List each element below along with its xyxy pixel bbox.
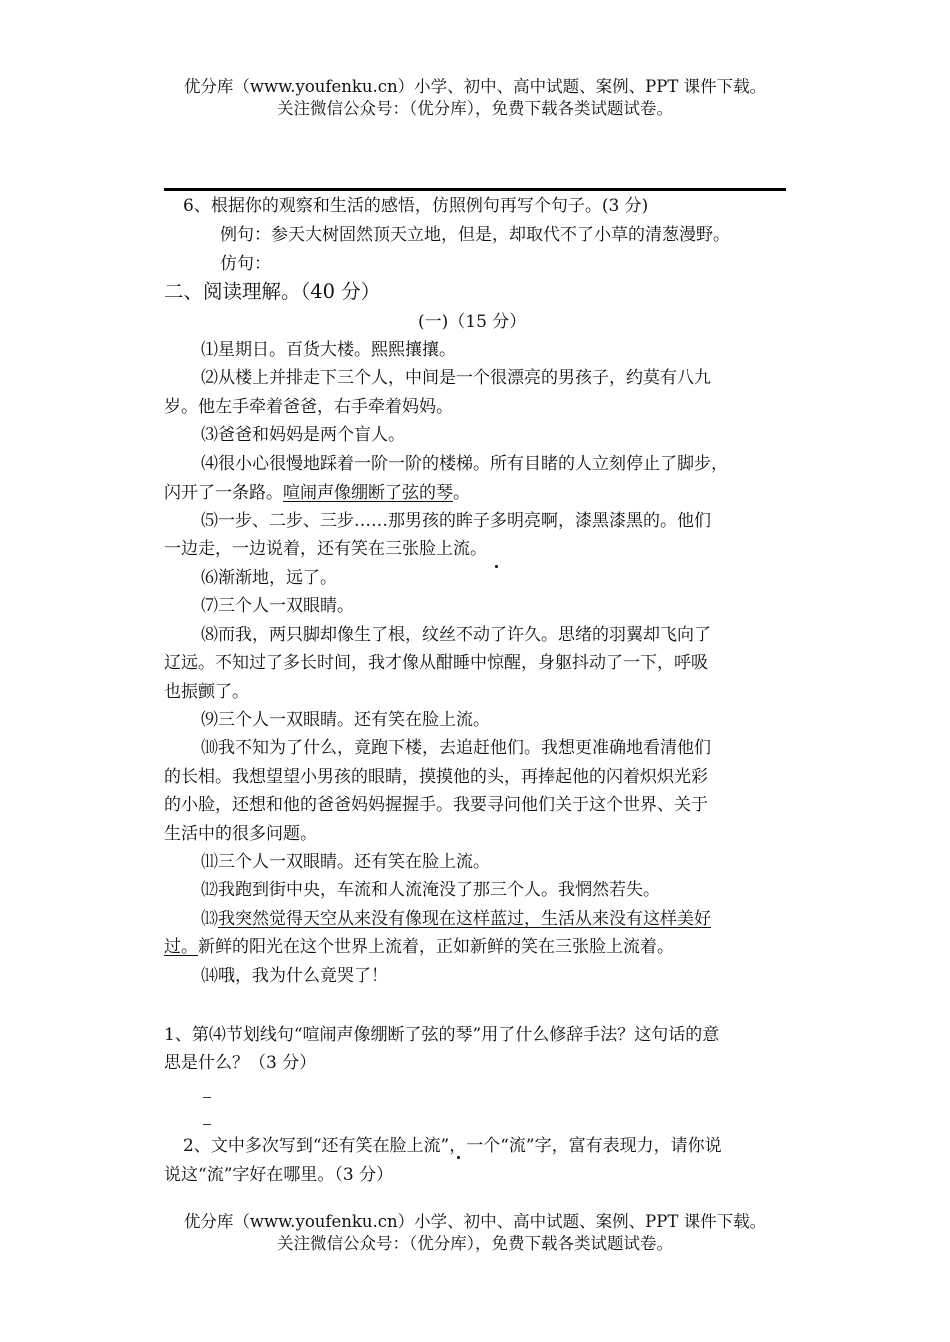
question-1-line-1: 1、第⑷节划线句“喧闹声像绷断了弦的琴”用了什么修辞手法？这句话的意 [164, 1025, 720, 1045]
underlined-sentence-4: 喧闹声像绷断了弦的琴 [283, 483, 453, 503]
footer-line-2: 关注微信公众号：（优分库），免费下载各类试题试卷。 [277, 1234, 673, 1253]
header-line-1: 优分库（www.youfenku.cn）小学、初中、高中试题、案例、PPT 课件下载。 [183, 77, 767, 96]
paragraph-6: ⑹渐渐地，远了。 [201, 568, 337, 588]
question-6-imitate: 仿句： [220, 254, 271, 274]
paragraph-10-line-3: 的小脸，还想和他的爸爸妈妈握握手。我要寻问他们关于这个世界、关于 [164, 795, 708, 815]
paragraph-7: ⑺三个人一双眼睛。 [201, 596, 354, 616]
answer-blank[interactable] [203, 1097, 211, 1098]
question-6-example: 例句：参天大树固然顶天立地，但是，却取代不了小草的清葱漫野。 [220, 225, 730, 245]
paragraph-4-line-2 [164, 481, 470, 505]
paragraph-10-line-1: ⑽我不知为了什么，竟跑下楼，去追赶他们。我想更准确地看清他们 [201, 738, 711, 758]
paragraph-13-line-1 [201, 907, 711, 931]
paragraph-8-line-2: 辽远。不知过了多长时间，我才像从酣睡中惊醒，身躯抖动了一下，呼吸 [164, 653, 708, 673]
paragraph-10-line-2: 的长相。我想望望小男孩的眼睛，摸摸他的头，再捧起他的闪着炽炽光彩 [164, 767, 708, 787]
paragraph-8-line-3: 也振颤了。 [164, 682, 249, 702]
paragraph-13-number: ⒀ [201, 909, 218, 929]
paragraph-3: ⑶爸爸和妈妈是两个盲人。 [201, 425, 405, 445]
paragraph-9: ⑼三个人一双眼睛。还有笑在脸上流。 [201, 710, 490, 730]
header-line-2: 关注微信公众号：（优分库），免费下载各类试题试卷。 [277, 99, 673, 118]
paragraph-13-line-2 [164, 935, 674, 959]
question-2-line-2: 说这“流”字好在哪里。（3 分） [164, 1165, 394, 1185]
header-divider [164, 188, 786, 191]
underlined-sentence-13: 我突然觉得天空从来没有像现在这样蓝过，生活从来没有这样美好 [218, 909, 711, 929]
paragraph-11: ⑾三个人一双眼睛。还有笑在脸上流。 [201, 852, 490, 872]
paragraph-2-line-2: 岁。他左手牵着爸爸，右手牵着妈妈。 [164, 397, 453, 417]
underlined-sentence-13-end: 过。 [164, 937, 198, 957]
answer-blank[interactable] [203, 1124, 211, 1125]
emphasis-dot [457, 1156, 460, 1159]
paragraph-4-text: 闪开了一条路。 [164, 483, 283, 503]
paragraph-14: ⒁哦，我为什么竟哭了！ [201, 966, 388, 986]
emphasis-dot [495, 565, 498, 568]
paragraph-10-line-4: 生活中的很多问题。 [164, 824, 317, 844]
section-2-title: 二、阅读理解。（40 分） [164, 280, 381, 303]
question-2-line-1: 2、文中多次写到“还有笑在脸上流”，一个“流”字，富有表现力，请你说 [183, 1136, 722, 1156]
paragraph-4-end: 。 [453, 483, 470, 503]
paragraph-12: ⑿我跑到街中央，车流和人流淹没了那三个人。我惘然若失。 [201, 880, 660, 900]
paragraph-2-line-1: ⑵从楼上并排走下三个人，中间是一个很漂亮的男孩子，约莫有八九 [201, 368, 711, 388]
paragraph-5-line-1: ⑸一步、二步、三步……那男孩的眸子多明亮啊，漆黑漆黑的。他们 [201, 511, 711, 531]
part-1-title: (一)（15 分） [418, 312, 527, 332]
footer-line-1: 优分库（www.youfenku.cn）小学、初中、高中试题、案例、PPT 课件下载。 [183, 1212, 767, 1231]
paragraph-4-line-1: ⑷很小心很慢地踩着一阶一阶的楼梯。所有目睹的人立刻停止了脚步， [201, 454, 728, 474]
paragraph-8-line-1: ⑻而我，两只脚却像生了根，纹丝不动了许久。思绪的羽翼却飞向了 [201, 625, 711, 645]
question-1-line-2: 思是什么？（3 分） [164, 1053, 317, 1073]
paragraph-5-line-2: 一边走，一边说着，还有笑在三张脸上流。 [164, 539, 487, 559]
paragraph-1: ⑴星期日。百货大楼。熙熙攘攘。 [201, 340, 456, 360]
paragraph-13-text: 新鲜的阳光在这个世界上流着，正如新鲜的笑在三张脸上流着。 [198, 937, 674, 957]
question-6-title: 6、根据你的观察和生活的感悟，仿照例句再写个句子。(3 分) [183, 196, 649, 216]
